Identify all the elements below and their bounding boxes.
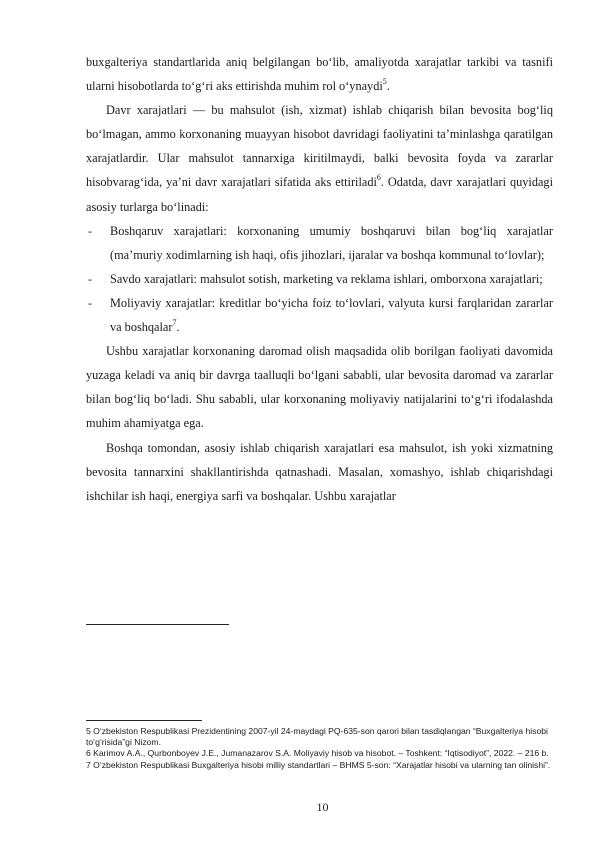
paragraph-3-text: Ushbu xarajatlar korxonaning daromad olish maqsadida olib borilgan faoliyati davomida yuzaga keladi va aniq bir davrga taalluqli bo‘lgani sababli, ular bevosita daromad va zararlar bilan bog‘liq bo‘ladi. Shu sababli, ular korxonaning moliyaviy natijalarini to‘g‘ri ifodalashda muhim ahamiyatga ega.: [86, 344, 553, 431]
footnote-ref-6: 6: [376, 173, 381, 183]
text-separator-line: [86, 624, 229, 625]
list-item-text: Moliyaviy xarajatlar: kreditlar bo‘yicha foiz to‘lovlari, valyuta kursi farqlaridan zararlar va boshqalar: [110, 295, 553, 335]
paragraph-1: [86, 50, 553, 98]
list-bullet: -: [88, 271, 92, 286]
main-text: [86, 50, 553, 508]
paragraph-2: [86, 98, 553, 218]
paragraph-4: [86, 436, 553, 508]
list-item: [86, 291, 553, 339]
footnote-ref-7: 7: [172, 317, 177, 327]
list-bullet: -: [88, 295, 92, 310]
list-item-end: .: [176, 320, 180, 335]
paragraph-3: [86, 339, 553, 435]
list-item: [86, 219, 553, 267]
paragraph-2-end: . Odatda, davr xarajatlari quyidagi asosiy turlarga bo‘linadi:: [86, 175, 553, 214]
footnote-7: 7 O‘zbekiston Respublikasi Buxgalteriya hisobi milliy standartlari – BHMS 5-son: “Xarajatlar hisobi va ularning tan olinishi”.: [86, 759, 551, 770]
list-item-text: Boshqaruv xarajatlari: korxonaning umumiy boshqaruvi bilan bog‘liq xarajatlar (ma’muriy xodimlarning ish haqi, ofis jihozlari, ijaralar va boshqa kommunal to‘lovlar);: [110, 223, 553, 262]
paragraph-2-text: Davr xarajatlari — bu mahsulot (ish, xizmat) ishlab chiqarish bilan bevosita bog‘liq bo‘lmagan, ammo korxonaning muayyan hisobot davridagi faoliyatini ta’minlashga qaratilgan xarajatlardir. Ular mahsulot tannarxiga kiritilmaydi, balki bevosita foyda va zararlar hisobvarag‘ida, ya’ni davr xarajatlari sifatida aks ettiriladi: [86, 103, 553, 190]
paragraph-1-end: .: [386, 79, 390, 94]
paragraph-4-text: Boshqa tomondan, asosiy ishlab chiqarish xarajatlari esa mahsulot, ish yoki xizmatning bevosita tannarxini shakllantirishda qatnashadi. Masalan, xomashyo, ishlab chiqarishdagi ishchilar ish haqi, energiya sarfi va boshqalar. Ushbu xarajatlar: [86, 440, 553, 503]
footnotes: [86, 726, 556, 771]
list-item-text: Savdo xarajatlari: mahsulot sotish, marketing va reklama ishlari, omborxona xarajatlari;: [110, 271, 543, 286]
footnote-5: 5 O‘zbekiston Respublikasi Prezidentining 2007-yil 24-maydagi PQ-635-son qarori bilan tasdiqlangan “Buxgalteriya hisobi to‘g‘risida”gi Nizom.: [86, 726, 548, 748]
paragraph-1-text: buxgalteriya standartlarida aniq belgilangan bo‘lib, amaliyotda xarajatlar tarkibi va tasnifi ularni hisobotlarda to‘g‘ri aks ettirishda muhim rol o‘ynaydi: [86, 55, 553, 94]
footnote-6: 6 Karimov A.A., Qurbonboyev J.E., Jumanazarov S.A. Moliyaviy hisob va hisobot. – Toshkent: “Iqtisodiyot”, 2022. – 216 b.: [86, 748, 549, 759]
footnote-separator-line: [86, 720, 202, 721]
expense-type-list: [86, 219, 553, 339]
footnote-ref-5: 5: [382, 77, 387, 86]
page-number: 10: [316, 800, 329, 814]
list-item: [86, 267, 553, 291]
list-bullet: -: [88, 223, 92, 238]
